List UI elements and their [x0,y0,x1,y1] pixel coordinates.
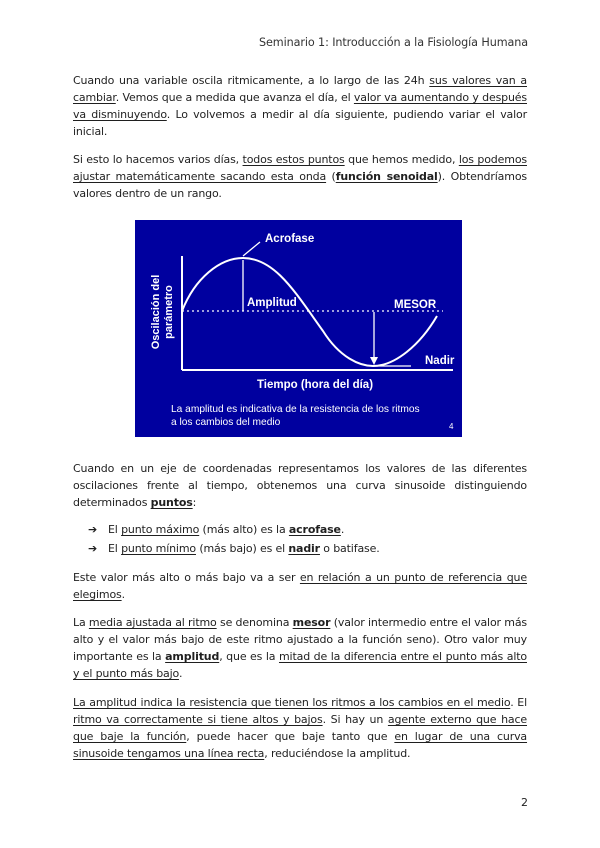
slide-number: 4 [449,422,454,431]
acrofase-pointer [243,242,260,256]
paragraph-mesor: La media ajustada al ritmo se denomina mesor (valor intermedio entre el valor más alto y el valor más bajo de este ritmo ajustado a la función seno). Otro valor muy importante es la amplitud, que es la mitad de la diferencia entre el punto más alto y el punto más bajo. [73,616,527,680]
figure-caption-line1: La amplitud es indicativa de la resistencia de los ritmos [171,404,420,415]
sine-curve [182,258,437,366]
page-header: Seminario 1: Introducción a la Fisiología Humana [259,36,528,49]
y-axis-label-line2: parámetro [163,285,175,339]
paragraph-amplitude: La amplitud indica la resistencia que tienen los ritmos a los cambios en el medio. El ritmo va correctamente si tiene altos y bajos. Si hay un agente externo que hace que baje la función, puede hacer que baje tanto que en lugar de una curva sinusoide tengamos una línea recta, reduciéndose la amplitud. [73,696,528,760]
mesor-label: MESOR [394,299,437,311]
list-item: ➔ El punto máximo (más alto) es la acrofase. [88,520,380,539]
bullet-list [88,520,380,558]
paragraph-oscillation: Cuando una variable oscila ritmicamente, a lo largo de las 24h sus valores van a cambiar. Vemos que a medida que avanza el día, el valor va aumentando y después va disminuyendo. Lo volvemos a medir al día siguiente, pudiendo variar el valor inicial. [73,74,528,138]
paragraph-reference: Este valor más alto o más bajo va a ser en relación a un punto de referencia que elegimos. [73,571,527,601]
acrofase-label: Acrofase [265,233,315,245]
arrow-icon: ➔ [88,523,98,536]
figure-caption-line2: a los cambios del medio [171,417,281,428]
amplitude-label: Amplitud [247,297,297,309]
sinusoid-figure [135,220,462,437]
page-number: 2 [521,796,528,809]
x-axis-label: Tiempo (hora del día) [256,379,374,391]
list-item: ➔ El punto mínimo (más bajo) es el nadir o batifase. [88,539,380,558]
y-axis-label-line1: Oscilación del [150,274,162,350]
paragraph-sine-function: Si esto lo hacemos varios días, todos estos puntos que hemos medido, los podemos ajustar matemáticamente sacando esta onda (función senoidal). Obtendríamos valores dentro de un rango. [73,153,527,200]
amplitude-arrowhead [370,357,378,365]
arrow-icon: ➔ [88,542,98,555]
paragraph-coordinates: Cuando en un eje de coordenadas representamos los valores de las diferentes oscilaciones frente al tiempo, obtenemos una curva sinusoide distinguiendo determinados puntos: [73,462,527,509]
nadir-label: Nadir [425,355,455,367]
